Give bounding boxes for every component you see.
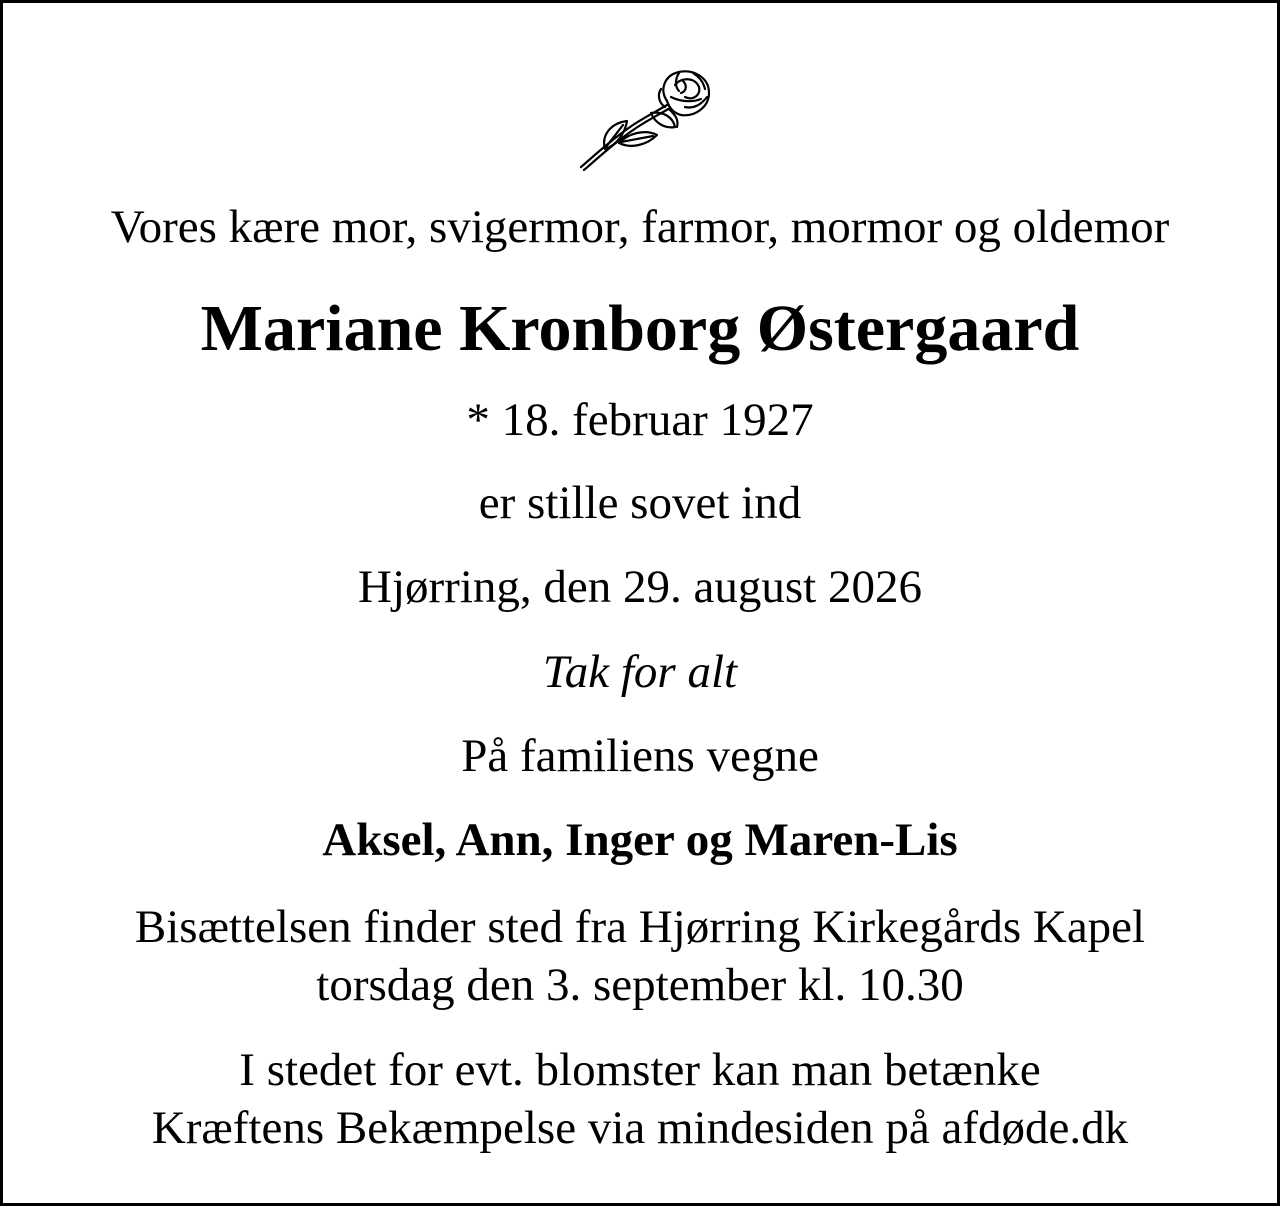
flowers-line-1: I stedet for evt. blomster kan man betænke xyxy=(239,1044,1041,1096)
rose-icon xyxy=(575,67,715,175)
birth-date: * 18. februar 1927 xyxy=(466,394,814,446)
funeral-line-2: torsdag den 3. september kl. 10.30 xyxy=(316,959,964,1011)
passing-text: er stille sovet ind xyxy=(478,477,802,529)
deceased-name: Mariane Kronborg Østergaard xyxy=(200,292,1080,365)
thanks-text: Tak for alt xyxy=(542,646,738,698)
intro-text: Vores kære mor, svigermor, farmor, mormor og oldemor xyxy=(110,201,1170,253)
flowers-line-2: Kræftens Bekæmpelse via mindesiden på afdøde.dk xyxy=(151,1102,1129,1154)
funeral-line-1: Bisættelsen finder sted fra Hjørring Kirkegårds Kapel xyxy=(134,901,1146,953)
flowers-info xyxy=(3,1041,1277,1157)
place-and-date: Hjørring, den 29. august 2026 xyxy=(358,561,922,613)
funeral-info xyxy=(3,898,1277,1014)
family-names: Aksel, Ann, Inger og Maren-Lis xyxy=(322,814,958,866)
on-behalf-text: På familiens vegne xyxy=(461,730,819,782)
